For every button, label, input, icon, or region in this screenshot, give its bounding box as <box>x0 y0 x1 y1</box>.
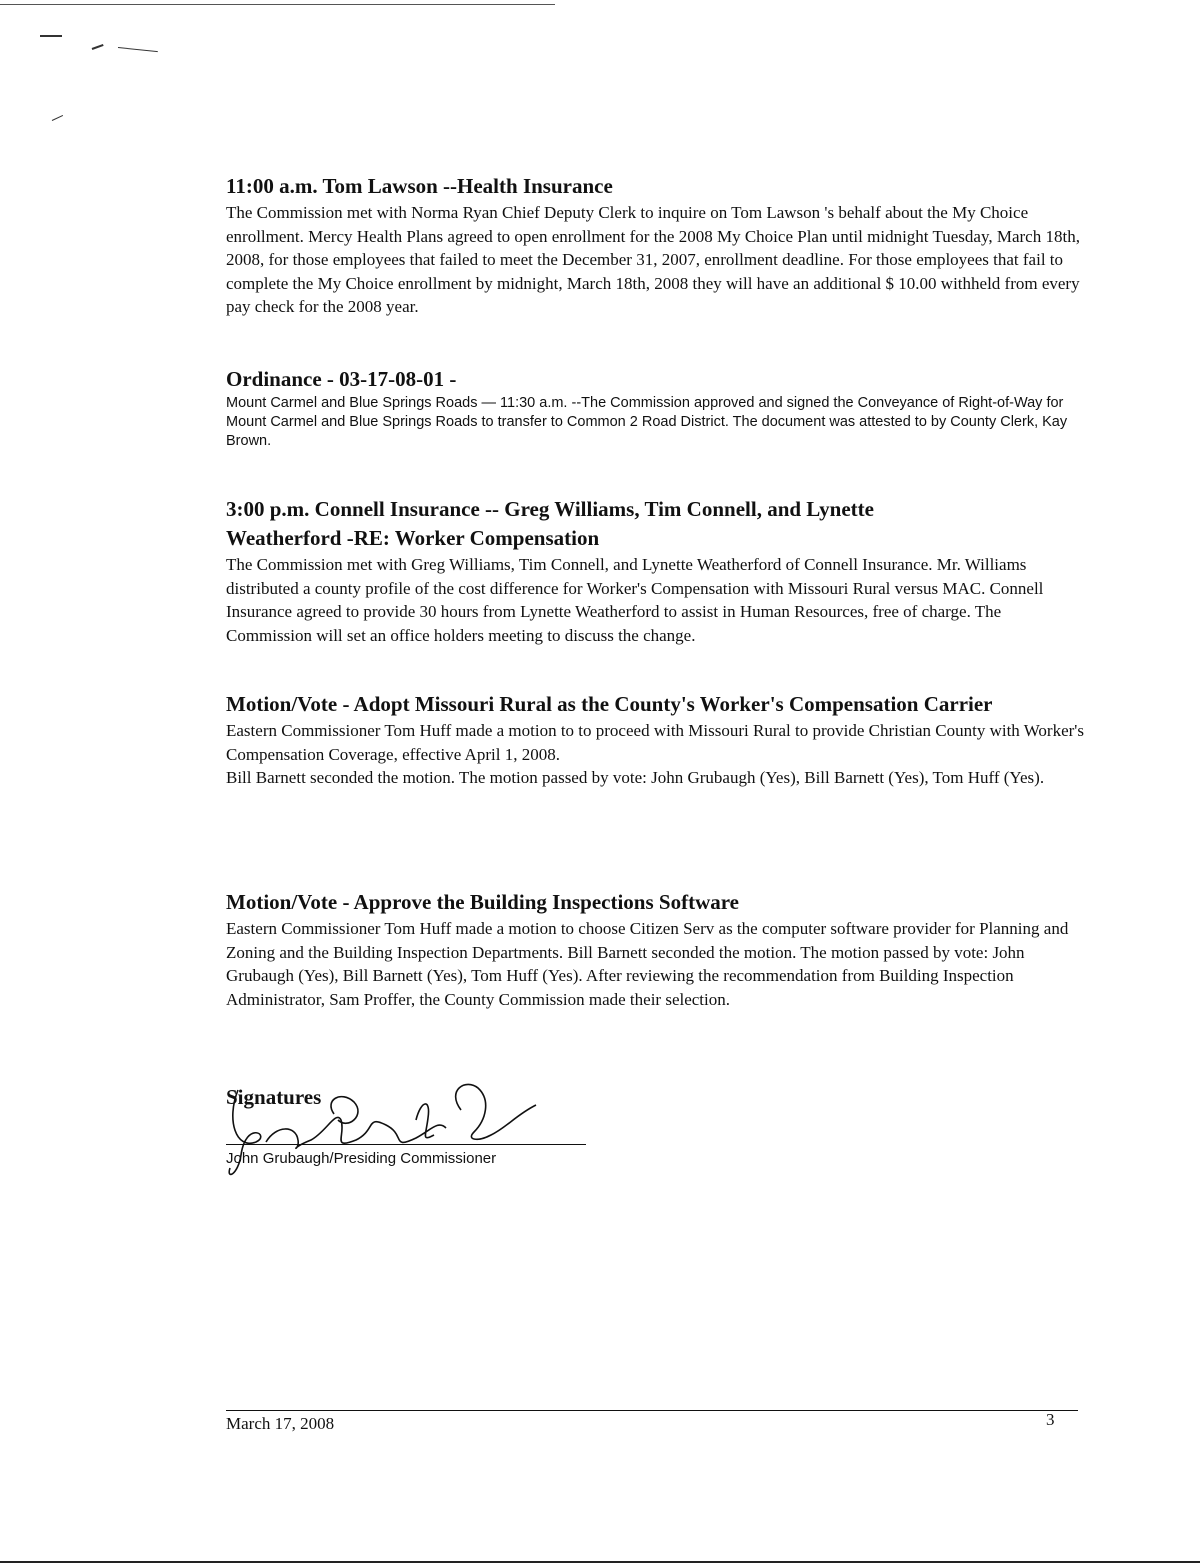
section-body: The Commission met with Greg Williams, Tim Connell, and Lynette Weatherford of Connell Insurance. Mr. Williams distributed a county profile of the cost difference for Worker's Compensation with Missouri Rural versus MAC. Connell Insurance agreed to provide 30 hours from Lynette Weatherford to assist in Human Resources, free of charge. The Commission will set an office holders meeting to discuss the change. <box>226 555 1044 645</box>
section-motion-building-software <box>226 888 1086 1011</box>
section-body: Mount Carmel and Blue Springs Roads — 11:30 a.m. --The Commission approved and signed the Conveyance of Right-of-Way for Mount Carmel and Blue Springs Roads to transfer to Common 2 Road District. The document was attested to by County Clerk, Kay Brown. <box>226 395 1068 449</box>
signature-line <box>226 1144 586 1145</box>
signatures-title: Signatures <box>226 1085 322 1109</box>
footer-date: March 17, 2008 <box>226 1414 335 1433</box>
signature-block <box>226 1080 596 1190</box>
section-heading: 3:00 p.m. Connell Insurance -- Greg Williams, Tim Connell, and Lynette Weatherford -RE: Worker Compensation <box>226 497 874 550</box>
section-body-line: Eastern Commissioner Tom Huff made a motion to to proceed with Missouri Rural to provide Christian County with Worker's Compensation Coverage, effective April 1, 2008. <box>226 721 1084 764</box>
signature-caption: John Grubaugh/Presiding Commissioner <box>226 1150 497 1167</box>
section-connell-insurance <box>226 495 1086 647</box>
scan-artifact <box>40 35 62 37</box>
section-heading: 11:00 a.m. Tom Lawson --Health Insurance <box>226 174 613 198</box>
scan-artifact <box>92 44 104 50</box>
section-heading: Motion/Vote - Approve the Building Inspections Software <box>226 890 739 914</box>
section-body: Eastern Commissioner Tom Huff made a motion to choose Citizen Serv as the computer software provider for Planning and Zoning and the Building Inspection Departments. Bill Barnett seconded the motion. The motion passed by vote: John Grubaugh (Yes), Bill Barnett (Yes), Tom Huff (Yes). After reviewing the recommendation from Building Inspection Administrator, Sam Proffer, the County Commission made their selection. <box>226 919 1069 1009</box>
scan-artifact <box>52 115 63 121</box>
scan-bottom-edge <box>0 1561 1200 1563</box>
scan-artifact <box>118 47 158 52</box>
section-motion-missouri-rural <box>226 690 1086 790</box>
section-ordinance <box>226 365 1086 451</box>
section-heading: Ordinance - 03-17-08-01 - <box>226 367 457 391</box>
section-heading: Motion/Vote - Adopt Missouri Rural as the County's Worker's Compensation Carrier <box>226 692 993 716</box>
section-health-insurance <box>226 172 1086 319</box>
scan-top-edge <box>0 4 555 5</box>
page-number: 3 <box>1046 1410 1055 1429</box>
footer-rule <box>226 1410 1078 1411</box>
section-body-line: Bill Barnett seconded the motion. The motion passed by vote: John Grubaugh (Yes), Bill Barnett (Yes), Tom Huff (Yes). <box>226 768 1045 787</box>
section-body: The Commission met with Norma Ryan Chief Deputy Clerk to inquire on Tom Lawson 's behalf about the My Choice enrollment. Mercy Health Plans agreed to open enrollment for the 2008 My Choice Plan until midnight Tuesday, March 18th, 2008, for those employees that failed to meet the December 31, 2007, enrollment deadline. For those employees that fail to complete the My Choice enrollment by midnight, March 18th, 2008 they will have an additional $ 10.00 withheld from every pay check for the 2008 year. <box>226 203 1080 316</box>
handwritten-signature <box>216 1080 556 1190</box>
